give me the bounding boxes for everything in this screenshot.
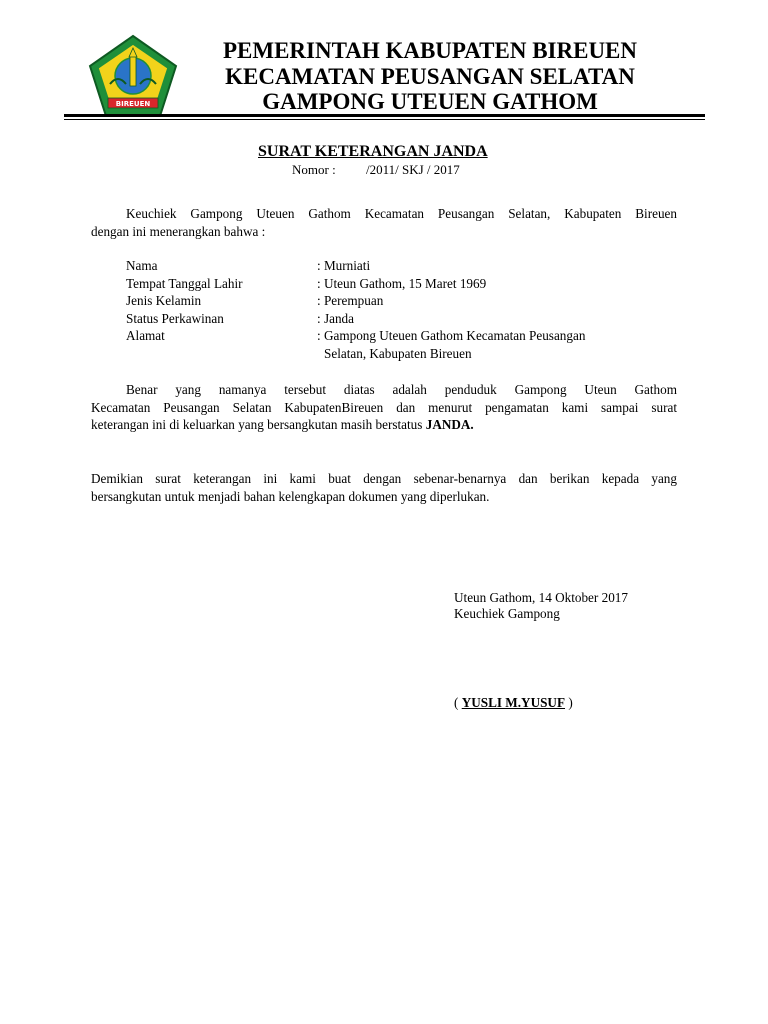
statement-line-2: Kecamatan Peusangan Selatan KabupatenBireuen dan menurut pengamatan kami sampai surat xyxy=(91,400,677,415)
signature-position: Keuchiek Gampong xyxy=(454,606,560,621)
document-title: SURAT KETERANGAN JANDA xyxy=(258,143,488,160)
nomor-value: /2011/ SKJ / 2017 xyxy=(366,162,460,177)
field-label-status: Status Perkawinan xyxy=(126,311,224,326)
bireuen-crest-icon xyxy=(88,34,178,118)
letterhead-divider-thick xyxy=(64,114,705,117)
field-label-alamat: Alamat xyxy=(126,328,165,343)
signature-open-paren: ( xyxy=(454,695,459,710)
statement-line-3-wrap xyxy=(91,416,474,434)
field-label-jenis-kelamin: Jenis Kelamin xyxy=(126,293,202,308)
nomor-label: Nomor : xyxy=(292,162,336,177)
field-value-jenis-kelamin: : Perempuan xyxy=(317,293,384,308)
logo-text: BIREUEN xyxy=(115,100,151,108)
intro-line-2: dengan ini menerangkan bahwa : xyxy=(91,224,266,239)
statement-line-1: Benar yang namanya tersebut diatas adalah penduduk Gampong Uteun Gathom xyxy=(126,382,677,397)
signature-place-date: Uteun Gathom, 14 Oktober 2017 xyxy=(454,590,628,605)
letterhead-line-2: KECAMATAN PEUSANGAN SELATAN xyxy=(225,64,635,89)
field-value-ttl: : Uteun Gathom, 15 Maret 1969 xyxy=(317,276,487,291)
field-value-alamat: : Gampong Uteuen Gathom Kecamatan Peusangan xyxy=(317,328,586,343)
signature-close-paren: ) xyxy=(568,695,573,710)
bireuen-crest-logo xyxy=(88,34,178,118)
status-word: JANDA. xyxy=(425,417,474,432)
field-label-ttl: Tempat Tanggal Lahir xyxy=(126,276,243,291)
field-label-nama: Nama xyxy=(126,258,158,273)
closing-line-1: Demikian surat keterangan ini kami buat dengan sebenar-benarnya dan berikan kepada yang xyxy=(91,471,677,486)
signature-name-block xyxy=(454,694,573,712)
statement-line-3: keterangan ini di keluarkan yang bersangkutan masih berstatus xyxy=(91,417,423,432)
signature-name: YUSLI M.YUSUF xyxy=(461,695,566,710)
field-value-alamat-cont: Selatan, Kabupaten Bireuen xyxy=(324,346,472,361)
letterhead-line-1: PEMERINTAH KABUPATEN BIREUEN xyxy=(222,38,638,63)
intro-line-1: Keuchiek Gampong Uteuen Gathom Kecamatan Peusangan Selatan, Kabupaten Bireuen xyxy=(126,206,677,221)
field-value-status: : Janda xyxy=(317,311,354,326)
letterhead-divider-thin xyxy=(64,119,705,120)
field-value-nama: : Murniati xyxy=(317,258,371,273)
letterhead-line-3: GAMPONG UTEUEN GATHOM xyxy=(262,89,598,114)
closing-line-2: bersangkutan untuk menjadi bahan kelengkapan dokumen yang diperlukan. xyxy=(91,489,490,504)
